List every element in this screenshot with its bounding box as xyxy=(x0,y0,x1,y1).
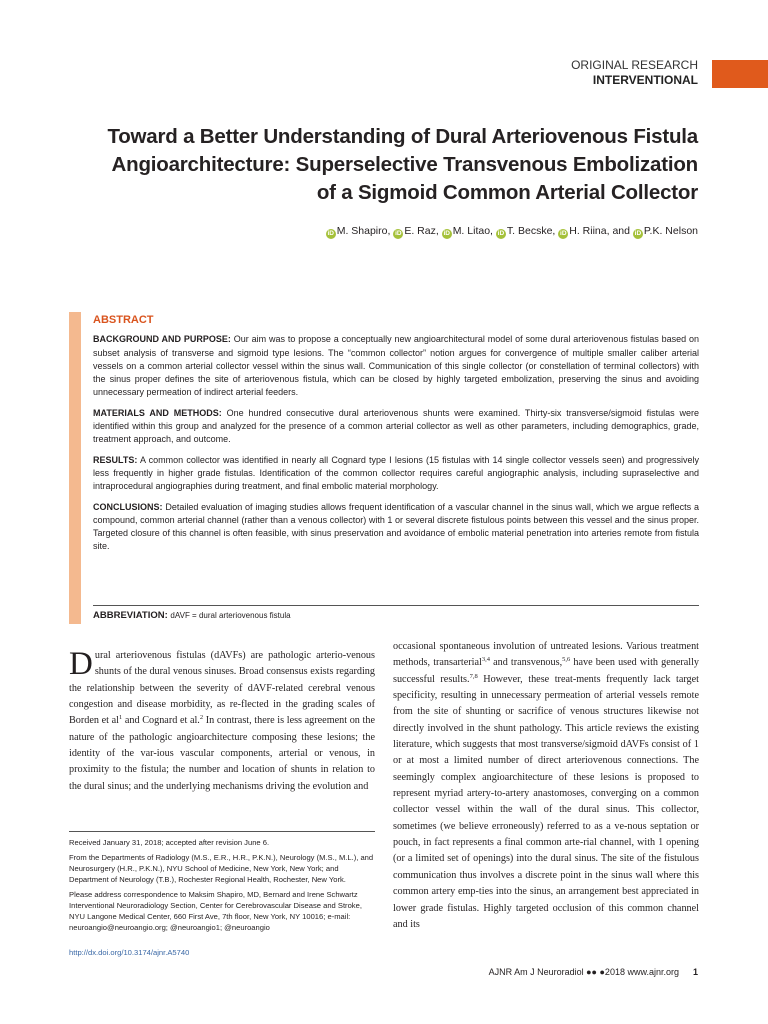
section-label: BACKGROUND AND PURPOSE: xyxy=(93,334,231,345)
author-name: T. Becske xyxy=(506,225,553,237)
author-separator: , and xyxy=(606,225,633,237)
citation-ref[interactable]: 2 xyxy=(199,714,204,722)
author-name: H. Riina xyxy=(569,225,607,237)
orcid-icon[interactable]: iD xyxy=(497,230,505,237)
orcid-icon[interactable]: iD xyxy=(395,230,402,237)
abbreviation-label: ABBREVIATION: xyxy=(93,610,168,621)
author-separator: , xyxy=(552,225,559,237)
footnotes xyxy=(69,837,375,937)
abstract-methods xyxy=(93,407,699,447)
author-separator: , xyxy=(387,225,394,237)
abstract-conclusions xyxy=(93,501,699,554)
section-text: One hundred consecutive dural arteriovenous shunts were examined. Thirty-six transverse/sigmoid fistulas were identified within this group and analyzed for the presence of a common arterial collector as well as other parameters, including demographics, grade, treatment approach, and outcome. xyxy=(93,407,699,445)
journal-citation: AJNR Am J Neuroradiol ●● ●2018 www.ajnr.org xyxy=(488,967,679,977)
correspondence: Please address correspondence to Maksim Shapiro, MD, Bernard and Irene Schwartz Interventional Neuroradiology Section, Center for Cerebrovascular Disease and Stroke, NYU Langone Medical Center, 660 First Ave, 7th floor, New York, NY 10016; e-mail: neuroangio@neuroangio.org; @neuroangio1; @neuroangio xyxy=(69,890,362,932)
abstract-background xyxy=(93,333,699,399)
body-text: In contrast, there is less agreement on the nature of the pathologic angioarchitecture composing these lesions; the identity of the var-ious vascular components, arterial or venous, in proximity to the fistula; the number and location of shunts in relation to the dural sinus; and the underlying mechanisms driving the evolution and xyxy=(69,715,375,792)
drop-cap: D xyxy=(69,646,93,682)
orcid-icon[interactable]: iD xyxy=(634,230,642,237)
body-text: and transvenous, xyxy=(489,657,563,669)
abstract-heading: ABSTRACT xyxy=(93,314,154,326)
header-accent-bar xyxy=(712,60,768,88)
author-name: E. Raz xyxy=(404,225,436,237)
article-title xyxy=(48,123,698,207)
abbreviations xyxy=(93,610,291,621)
orcid-icon[interactable]: iD xyxy=(327,230,334,237)
section-label: RESULTS: xyxy=(93,454,138,465)
orcid-icon[interactable]: iD xyxy=(443,230,450,237)
received-dates: Received January 31, 2018; accepted after revision June 6. xyxy=(69,838,270,847)
category-line-2: INTERVENTIONAL xyxy=(592,73,698,87)
citation-ref[interactable]: 1 xyxy=(118,714,123,722)
divider xyxy=(69,831,375,832)
section-label: CONCLUSIONS: xyxy=(93,501,163,512)
body-text: have been used with generally successful results. xyxy=(393,657,700,685)
body-text: However, these treat-ments frequently lack target specificity, resulting in unnecessary permeation of arterial vessels remote from the site of shunting or sacrifice of venous structures likewise not directly involved in the shunt pathology. This article reviews the existing literature, which suggests that most transverse/sigmoid dAVFs consist of 1 or at most a limited number of direct arteriovenous connections. The seemingly complex angioarchitecture of these lesions is proposed to represent myriad artery-to-artery anastomoses, converging on a common collector vessel within the wall of the dural sinus. This collector, sometimes (we believe erroneously) referred to as a ve-nous septation or pouch, in fact represents a final common arte-rial channel, with 1 opening (or a limited set of openings) into the dural sinus. The site of the fistulous communication thus involves a discrete point in the sinus wall where this common artery emp-ties into the sinus, an arrangement best appreciated in lower grade fistulas. Highly targeted occlusion of this common channel and its xyxy=(393,673,699,930)
body-text: occasional spontaneous involution of untreated lesions. Various treatment methods, transarterial xyxy=(393,641,699,669)
author-separator: , xyxy=(435,225,442,237)
body-column-left xyxy=(69,648,375,795)
affiliations: From the Departments of Radiology (M.S., E.R., H.R., P.K.N.), Neurology (M.S., M.L.), and Neurosurgery (H.R., P.K.N.), NYU School of Medicine, New York, New York; and Department of Neurology (T.B.), Rochester Regional Health, Rochester, New York. xyxy=(69,853,374,884)
divider xyxy=(93,605,699,606)
section-text: A common collector was identified in nearly all Cognard type I lesions (15 fistulas with 14 single collector vessels seen) and progressively less frequently in higher grade fistulas. Identification of the common collector requires careful angiographic analysis, including supraselective and intraprocedural angiographies during treatment, and final embolic material morphology. xyxy=(93,454,700,492)
article-category xyxy=(571,58,698,88)
title-line-3: of a Sigmoid Common Arterial Collector xyxy=(316,181,698,204)
author-name: P.K. Nelson xyxy=(643,225,698,237)
doi-link[interactable]: http://dx.doi.org/10.3174/ajnr.A5740 xyxy=(69,948,190,957)
abbreviation-text: dAVF = dural arteriovenous fistula xyxy=(170,611,291,620)
abstract xyxy=(93,314,699,561)
citation-ref[interactable]: 7,8 xyxy=(469,672,478,680)
abstract-accent-bar xyxy=(69,312,81,624)
page-footer xyxy=(489,967,698,977)
page-number: 1 xyxy=(692,967,698,977)
section-text: Detailed evaluation of imaging studies allows frequent identification of a vascular channel in the sinus wall, which we argue reflects a compound, common arterial channel (rather than a venous collector) with 1 or several discrete fistulous points between this vessel and the sinus proper. Targeted closure of this channel is often feasible, with sinus preservation and avoidance of embolic material penetration into arteries remote from fistula site. xyxy=(93,501,699,552)
title-line-2: Angioarchitecture: Superselective Transvenous Embolization xyxy=(111,153,698,176)
body-column-right xyxy=(393,639,699,933)
author-separator: , xyxy=(490,225,496,237)
citation-ref[interactable]: 3,4 xyxy=(481,656,490,664)
abstract-results xyxy=(93,454,699,494)
citation-ref[interactable]: 5,6 xyxy=(562,656,571,664)
author-list xyxy=(326,225,698,239)
title-line-1: Toward a Better Understanding of Dural Arteriovenous Fistula xyxy=(107,125,698,148)
orcid-icon[interactable]: iD xyxy=(560,230,567,237)
author-name: M. Shapiro xyxy=(336,225,388,237)
section-label: MATERIALS AND METHODS: xyxy=(93,407,222,418)
body-text: ural arteriovenous fistulas (dAVFs) are pathologic arterio-venous shunts of the dural venous sinuses. Broad consensus exists regarding the relationship between the severity of dAVF-related cerebral venous congestion and disease morbidity, as re-flected in the grading scales of Borden et al xyxy=(69,650,375,727)
category-line-1: ORIGINAL RESEARCH xyxy=(571,58,698,72)
section-text: Our aim was to propose a conceptually new angioarchitectural model of some dural arteriovenous fistulas based on subset analysis of transverse and sigmoid type lesions. The “common collector” notion argues for convergence of multiple smaller caliber arterial vessels on a common arterial collector vessel within the sinus wall. Communication of this single collector (or constellation of terminal collectors) with the sinus proper defines the site of arteriovenous fistula, which can be closed by highly targeted embolization, preserving the sinus and avoiding unnecessary permeation of indirect arterial feeders. xyxy=(93,334,699,398)
body-text: and Cognard et al. xyxy=(122,715,200,727)
author-name: M. Litao xyxy=(452,225,491,237)
